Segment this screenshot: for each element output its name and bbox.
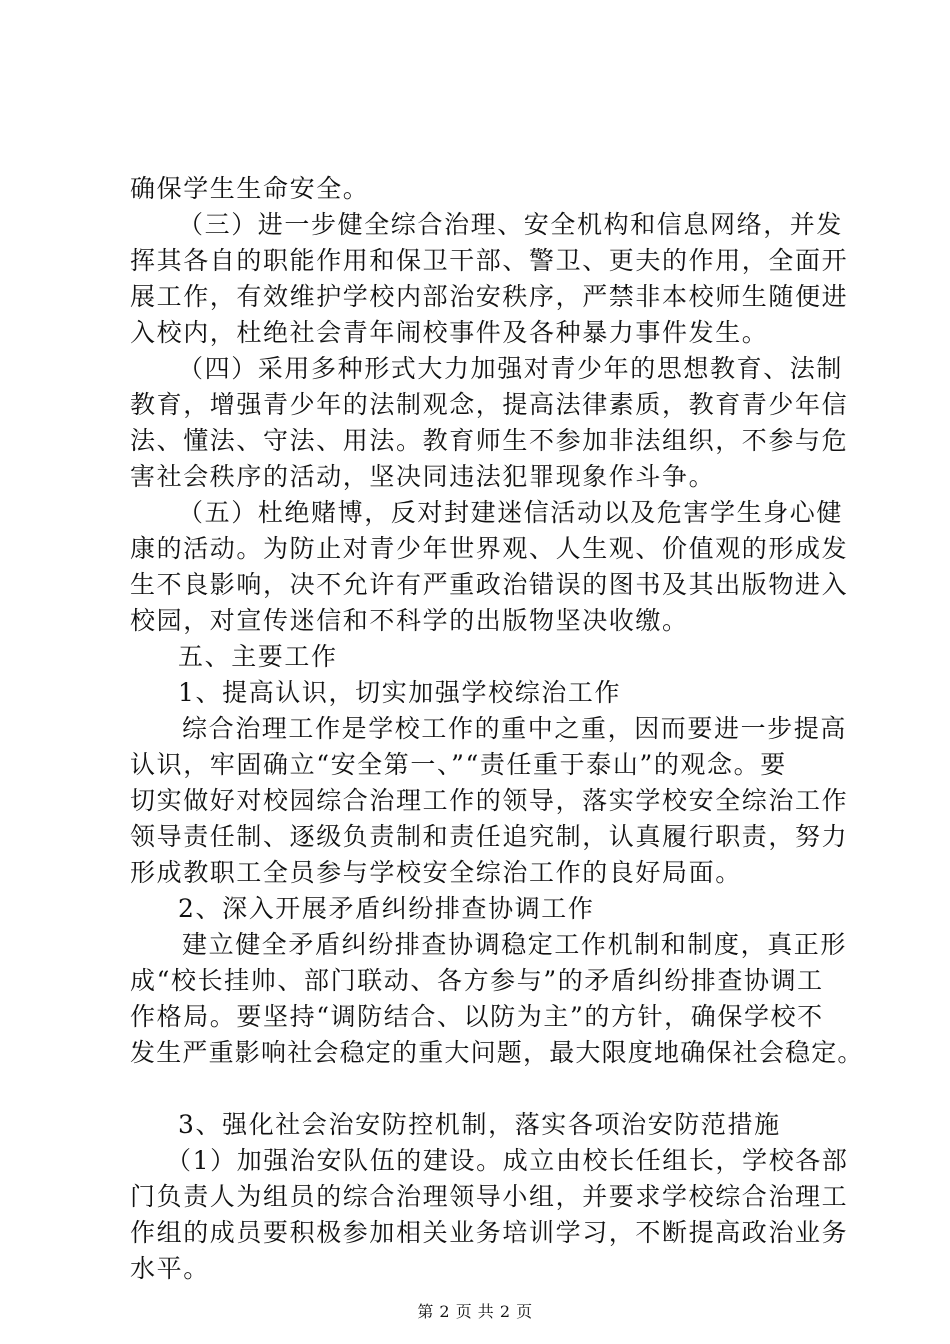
text-line: 切实做好对校园综合治理工作的领导，落实学校安全综治工作 bbox=[130, 786, 849, 815]
subsection-heading: 3、强化社会治安防控机制，落实各项治安防范措施 bbox=[178, 1110, 781, 1139]
text-line: 成“校长挂帅、部门联动、各方参与”的矛盾纠纷排查协调工 bbox=[130, 966, 824, 995]
text-line: 展工作，有效维护学校内部治安秩序，严禁非本校师生随便进 bbox=[130, 282, 849, 311]
text-line: 水平。 bbox=[130, 1254, 210, 1283]
page-footer: 第 2 页 共 2 页 bbox=[417, 1302, 533, 1321]
text-line: （三）进一步健全综合治理、安全机构和信息网络，并发 bbox=[178, 210, 844, 239]
text-line: 门负责人为组员的综合治理领导小组，并要求学校综合治理工 bbox=[130, 1182, 849, 1211]
text-line: 入校内，杜绝社会青年闹校事件及各种暴力事件发生。 bbox=[130, 318, 769, 347]
subsection-heading: 1、提高认识，切实加强学校综治工作 bbox=[178, 678, 622, 707]
text-line: 领导责任制、逐级负责制和责任追究制，认真履行职责，努力 bbox=[130, 822, 849, 851]
text-line: 形成教职工全员参与学校安全综治工作的良好局面。 bbox=[130, 858, 742, 887]
subsection-heading: 2、深入开展矛盾纠纷排查协调工作 bbox=[178, 894, 595, 923]
text-line: （五）杜绝赌博，反对封建迷信活动以及危害学生身心健 bbox=[178, 498, 844, 527]
text-line: 教育，增强青少年的法制观念，提高法律素质，教育青少年信 bbox=[130, 390, 849, 419]
text-line: 综合治理工作是学校工作的重中之重，因而要进一步提高 bbox=[182, 714, 848, 743]
text-line: 法、懂法、守法、用法。教育师生不参加非法组织，不参与危 bbox=[130, 426, 849, 455]
text-line: 建立健全矛盾纠纷排查协调稳定工作机制和制度，真正形 bbox=[182, 930, 848, 959]
text-line: 校园，对宣传迷信和不科学的出版物坚决收缴。 bbox=[130, 606, 689, 635]
text-line: 确保学生生命安全。 bbox=[130, 174, 370, 203]
text-line: 康的活动。为防止对青少年世界观、人生观、价值观的形成发 bbox=[130, 534, 849, 563]
text-line: 认识，牢固确立“安全第一、”“责任重于泰山”的观念。要 bbox=[130, 750, 787, 779]
section-heading: 五、主要工作 bbox=[178, 642, 338, 671]
text-line: 作组的成员要积极参加相关业务培训学习，不断提高政治业务 bbox=[130, 1218, 849, 1247]
text-line: 挥其各自的职能作用和保卫干部、警卫、更夫的作用，全面开 bbox=[130, 246, 849, 275]
text-line: （1）加强治安队伍的建设。成立由校长任组长，学校各部 bbox=[166, 1146, 849, 1175]
text-line: 害社会秩序的活动，坚决同违法犯罪现象作斗争。 bbox=[130, 462, 716, 491]
text-line: 生不良影响，决不允许有严重政治错误的图书及其出版物进入 bbox=[130, 570, 849, 599]
text-line: 发生严重影响社会稳定的重大问题，最大限度地确保社会稳定。 bbox=[130, 1038, 864, 1067]
text-line: 作格局。要坚持“调防结合、以防为主”的方针，确保学校不 bbox=[130, 1002, 824, 1031]
text-line: （四）采用多种形式大力加强对青少年的思想教育、法制 bbox=[178, 354, 844, 383]
